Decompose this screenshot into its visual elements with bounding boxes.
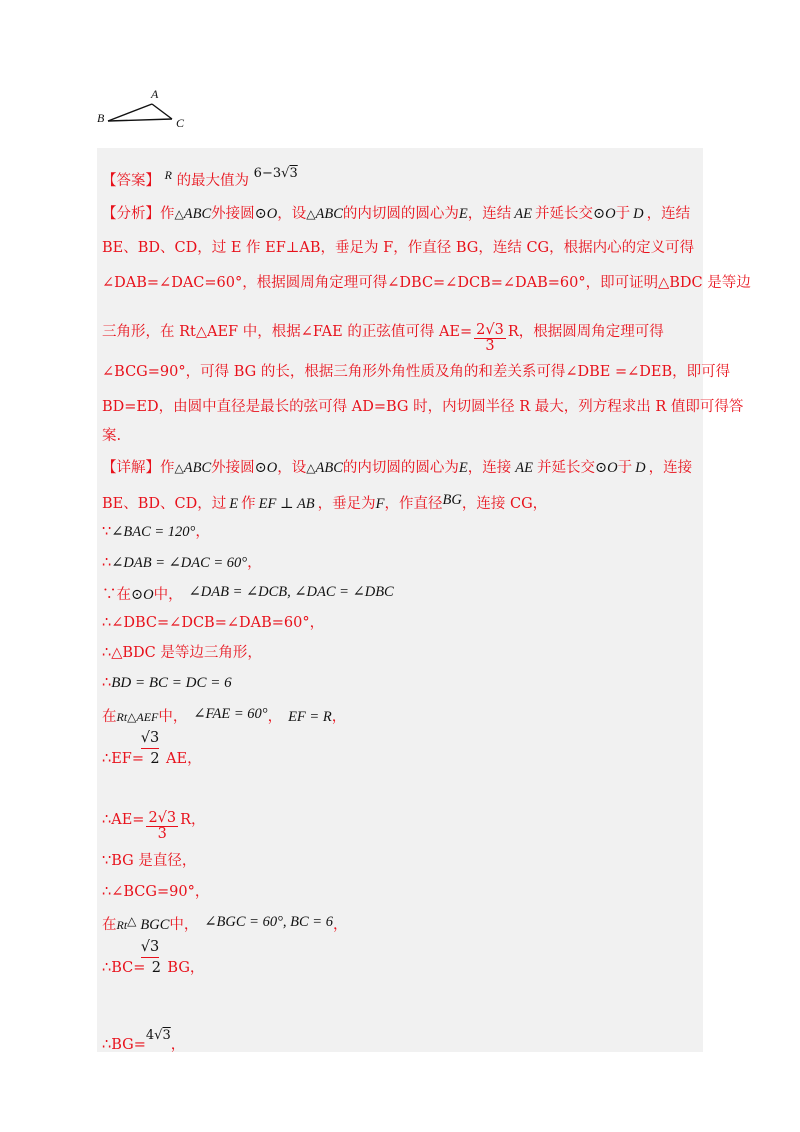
detail-line-2: BE、BD、CD，过 E 作 EF ⊥ AB ，垂足为F，作直径BG，连接 CG，	[102, 492, 548, 512]
detail-step-2: ∴∠DAB = ∠DAC = 60°，	[102, 555, 262, 571]
analysis-line-6: BD=ED，由圆中直径是最长的弦可得 AD=BG 时，内切圆半径 R 最大，列方程求出 R 值即可得答	[102, 399, 744, 415]
detail-step-6: ∴BD = BC = DC = 6	[102, 675, 232, 691]
analysis-line-3: ∠DAB=∠DAC=60°，根据圆周角定理可得∠DBC=∠DCB=∠DAB=60°，即可证明△BDC 是等边	[102, 275, 751, 291]
detail-step-13: ∴BC= 2 BG，	[102, 960, 205, 976]
detail-step-1: ∵∠BAC = 120°，	[102, 524, 210, 540]
bg-value: 4√3	[145, 1028, 171, 1043]
analysis-fraction: $\frac{2√3}{3}$	[476, 321, 504, 354]
ae-fraction: $\frac{2√3}{3}$	[148, 809, 177, 842]
detail-step-7: 在Rt△AEF中， ∠FAE = 60°， EF = R，	[102, 706, 347, 725]
label-b: B	[97, 111, 105, 125]
analysis-line-2: BE、BD、CD，过 E 作 EF⊥AB，垂足为 F，作直径 BG，连结 CG，根据内心的定义可得	[102, 240, 695, 256]
detail-step-14: ∴BG=4√3，	[102, 1028, 186, 1053]
analysis-line-7: 案.	[102, 428, 122, 444]
detail-tag: 【详解】	[102, 460, 160, 476]
ef-fraction-numerator: √3	[140, 730, 160, 746]
triangle-diagram	[94, 84, 194, 134]
triangle-figure	[94, 84, 194, 134]
segment-bc	[108, 119, 172, 121]
answer-var: R	[164, 168, 172, 182]
detail-step-3: ∵在⊙O中， ∠DAB = ∠DCB, ∠DAC = ∠DBC	[102, 584, 394, 603]
detail-step-9: ∴AE= $\frac{2√3}{3}$ R，	[102, 809, 206, 842]
detail-step-11: ∴∠BCG=90°，	[102, 884, 210, 900]
segment-ac	[152, 104, 172, 119]
detail-step-8: ∴EF= 2 AE，	[102, 751, 202, 767]
answer-text: 的最大值为	[176, 173, 250, 189]
answer-line	[102, 164, 298, 191]
analysis-tag: 【分析】	[102, 206, 160, 222]
answer-tag: 【答案】	[102, 173, 160, 189]
detail-step-10: ∵BG 是直径，	[102, 853, 197, 869]
detail-step-4: ∴∠DBC=∠DCB=∠DAB=60°，	[102, 615, 325, 631]
detail-step-12: 在Rt△ BGC中， ∠BGC = 60°, BC = 6，	[102, 914, 348, 933]
segment-ba	[108, 104, 152, 121]
analysis-line-1: 【分析】作△ABC外接圆⊙O，设△ABC的内切圆的圆心为E，连结 AE 并延长交⊙O于 D ，连结	[102, 206, 691, 222]
label-a: A	[151, 87, 159, 101]
analysis-line-4: 三角形，在 Rt△AEF 中，根据∠FAE 的正弦值可得 AE= $\frac{2√3}{3}$ R，根据圆周角定理可得	[102, 321, 664, 354]
analysis-line-5: ∠BCG=90°，可得 BG 的长，根据三角形外角性质及角的和差关系可得∠DBE =∠DEB，即可得	[102, 364, 731, 380]
answer-value: 6−3√3	[253, 166, 298, 181]
detail-step-5: ∴△BDC 是等边三角形，	[102, 645, 262, 661]
bc-fraction-numerator: √3	[140, 939, 160, 955]
detail-line-1: 【详解】作△ABC外接圆⊙O，设△ABC的内切圆的圆心为E，连接 AE 并延长交⊙O于 D ，连接	[102, 460, 693, 476]
label-c: C	[176, 116, 185, 130]
